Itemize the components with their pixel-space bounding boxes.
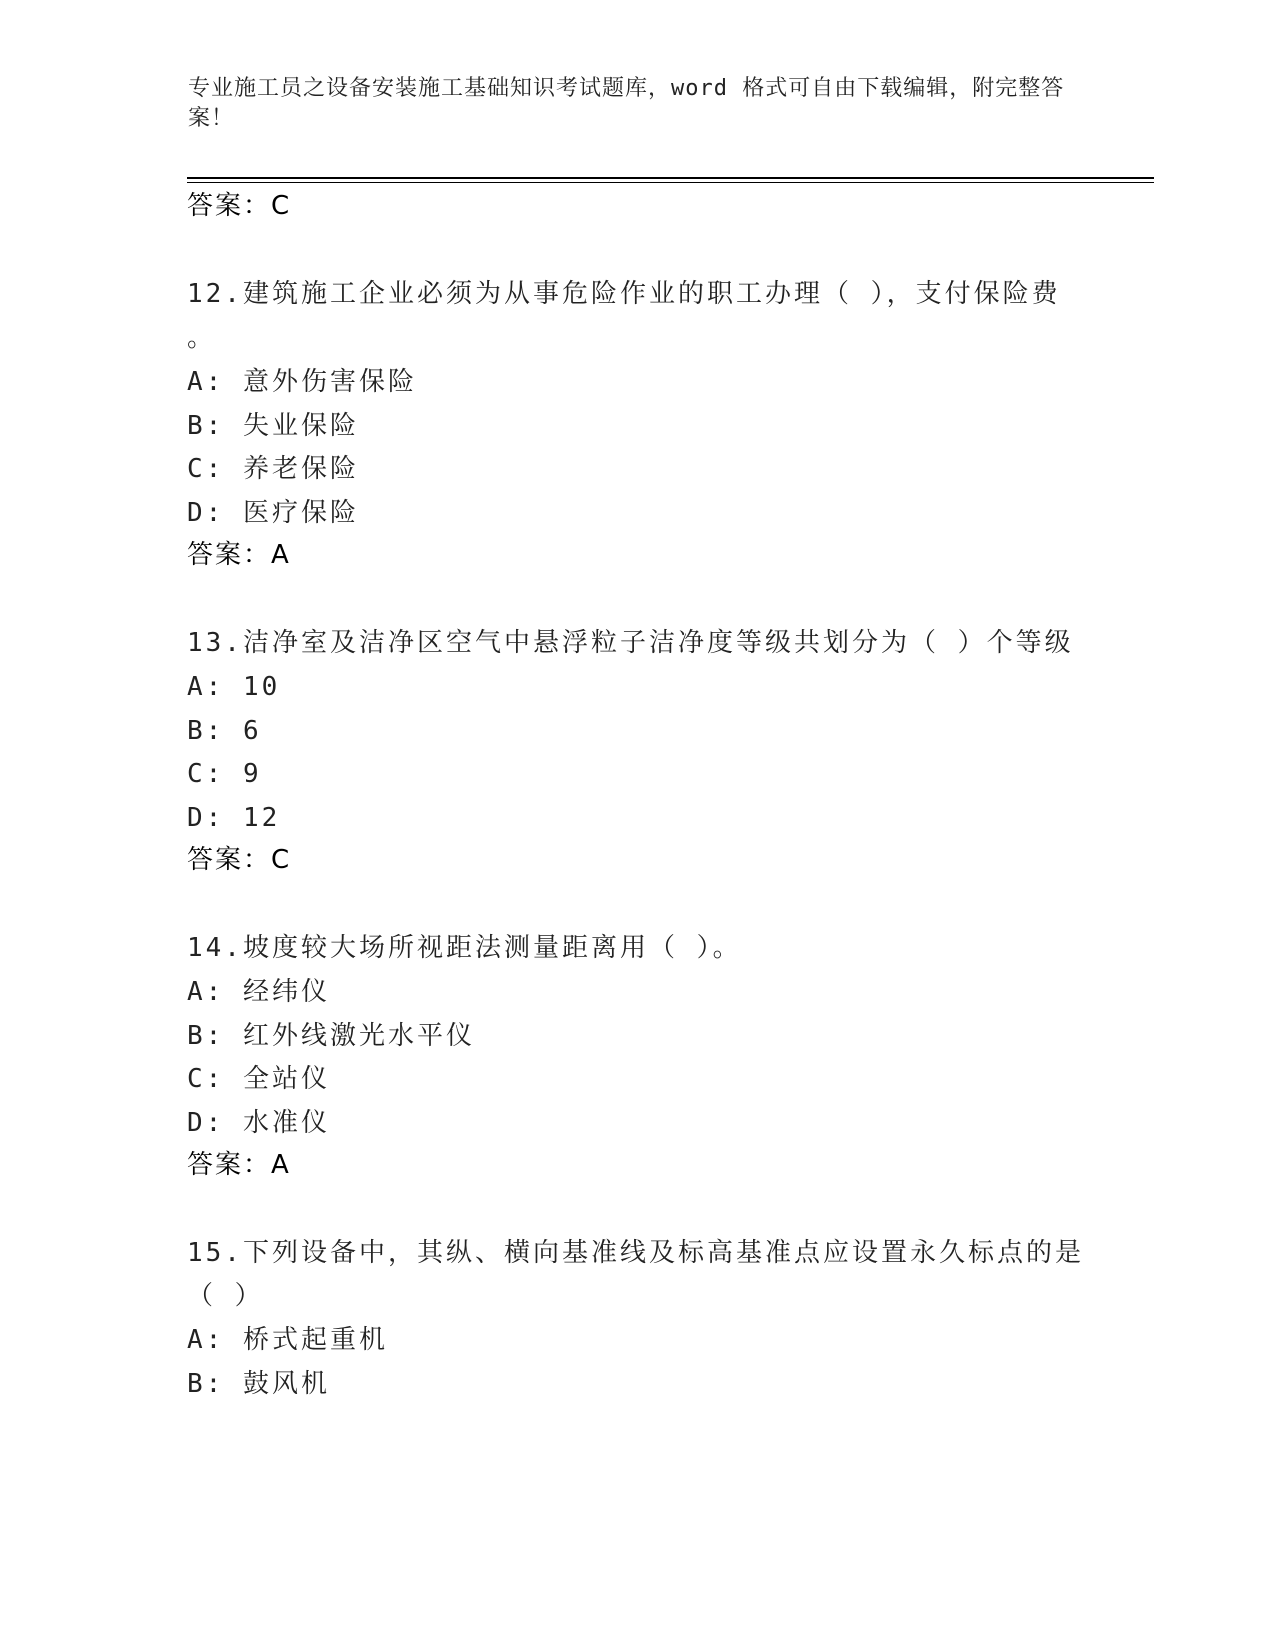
question-stem: 12.建筑施工企业必须为从事危险作业的职工办理（ ），支付保险费 [187,279,1061,309]
option-b: B: 失业保险 [187,411,359,441]
option-a: A: 意外伤害保险 [187,367,417,397]
answer: 答案：A [187,1150,291,1180]
option-b: B: 红外线激光水平仪 [187,1021,475,1051]
answer: 答案：C [187,845,292,875]
option-a: A: 桥式起重机 [187,1325,388,1355]
option-b: B: 鼓风机 [187,1369,330,1399]
option-c: C: 养老保险 [187,454,359,484]
option-a: A: 10 [187,672,281,702]
question-stem-continuation: 。 [187,323,217,353]
option-d: D: 医疗保险 [187,498,359,528]
answer: 答案：A [187,540,291,570]
option-a: A: 经纬仪 [187,977,330,1007]
option-c: C: 全站仪 [187,1064,330,1094]
question-stem: 15.下列设备中，其纵、横向基准线及标高基准点应设置永久标点的是 [187,1238,1084,1268]
answer-previous: 答案：C [187,191,292,221]
header-rule-thin [187,182,1154,183]
option-b: B: 6 [187,716,262,746]
option-d: D: 水准仪 [187,1108,330,1138]
question-stem-continuation: （ ） [187,1281,264,1311]
page-header: 专业施工员之设备安装施工基础知识考试题库，word 格式可自由下载编辑，附完整答案！ [188,76,1065,131]
option-c: C: 9 [187,759,262,789]
question-stem: 13.洁净室及洁净区空气中悬浮粒子洁净度等级共划分为（ ）个等级 [187,628,1074,658]
option-d: D: 12 [187,803,281,833]
question-stem: 14.坡度较大场所视距法测量距离用（ ）。 [187,933,742,963]
header-rule-thick [187,177,1154,179]
